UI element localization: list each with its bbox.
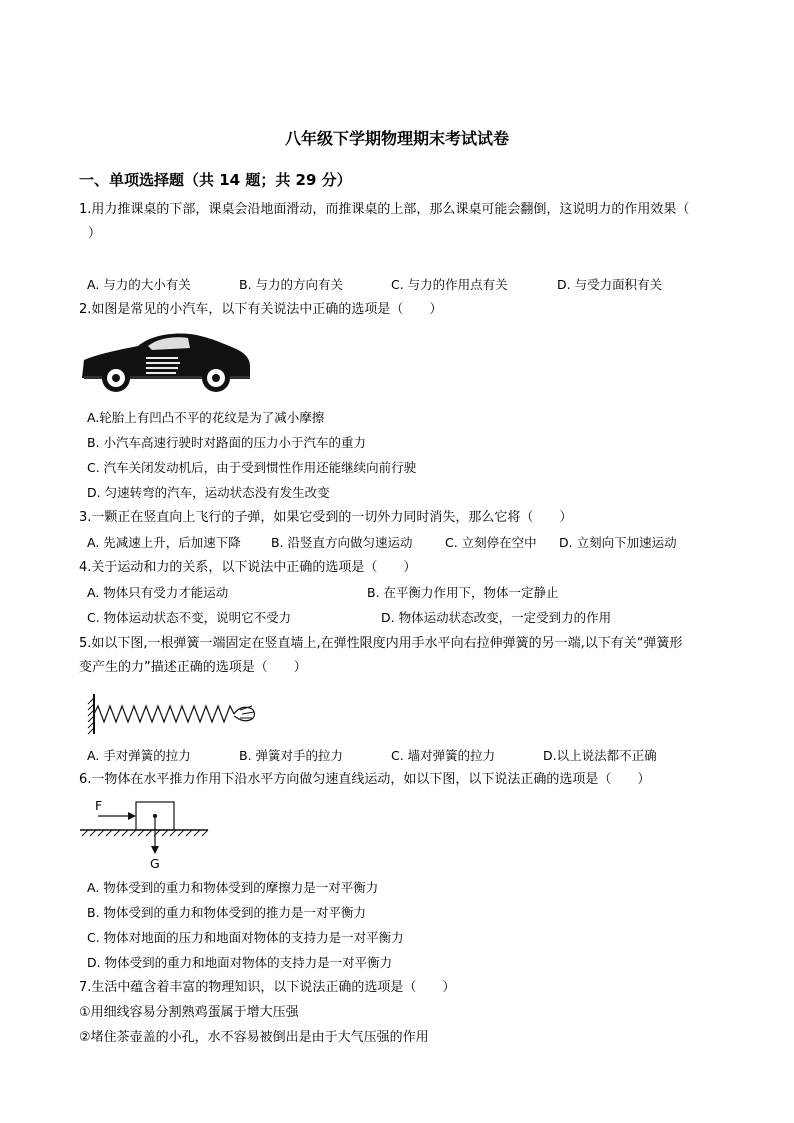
gravity-label: G — [150, 856, 160, 871]
question-stem: 2.如图是常见的小汽车，以下有关说法中正确的选项是（ ） — [79, 302, 443, 317]
option-a[interactable]: A. 物体受到的重力和物体受到的摩擦力是一对平衡力 — [87, 880, 379, 895]
option-b[interactable]: B. 物体受到的重力和物体受到的推力是一对平衡力 — [87, 905, 367, 920]
option-a[interactable]: A. 物体只有受力才能运动 — [87, 585, 229, 600]
option-c[interactable]: C. 立刻停在空中 — [445, 535, 537, 550]
option-c[interactable]: C. 物体对地面的压力和地面对物体的支持力是一对平衡力 — [87, 930, 404, 945]
section-heading: 一、单项选择题（共 14 题；共 29 分） — [79, 171, 352, 189]
question-stem: 1.用力推课桌的下部，课桌会沿地面滑动，而推课桌的上部，那么课桌可能会翻倒，这说明力的作用效果（ — [79, 202, 690, 217]
option-d[interactable]: D. 匀速转弯的汽车，运动状态没有发生改变 — [87, 485, 330, 500]
question-stem: 6.一物体在水平推力作用下沿水平方向做匀速直线运动，如以下图，以下说法正确的选项是（ ） — [79, 772, 651, 787]
option-a[interactable]: A. 先减速上升，后加速下降 — [87, 535, 241, 550]
statement-item: ②堵住茶壶盖的小孔，水不容易被倒出是由于大气压强的作用 — [79, 1030, 429, 1045]
option-a[interactable]: A.轮胎上有凹凸不平的花纹是为了减小摩擦 — [87, 410, 325, 425]
option-c[interactable]: C. 物体运动状态不变，说明它不受力 — [87, 610, 292, 625]
statement-item: ①用细线容易分割熟鸡蛋属于增大压强 — [79, 1005, 299, 1020]
option-b[interactable]: B. 弹簧对手的拉力 — [239, 748, 344, 763]
page-title: 八年级下学期物理期末考试试卷 — [284, 129, 509, 148]
question-stem: 5.如以下图,一根弹簧一端固定在竖直墙上,在弹性限度内用手水平向右拉伸弹簧的另一端,以下有关“弹簧形 — [79, 636, 683, 651]
question-stem-continued: 变产生的力”描述正确的选项是（ ） — [79, 660, 307, 675]
option-d[interactable]: D. 物体受到的重力和地面对物体的支持力是一对平衡力 — [87, 955, 393, 970]
option-a[interactable]: A. 手对弹簧的拉力 — [87, 748, 191, 763]
sports-car-icon — [78, 326, 254, 396]
option-c[interactable]: C. 墙对弹簧的拉力 — [391, 748, 496, 763]
option-b[interactable]: B. 沿竖直方向做匀速运动 — [271, 535, 413, 550]
option-b[interactable]: B. 与力的方向有关 — [239, 277, 344, 292]
option-d[interactable]: D. 立刻向下加速运动 — [559, 535, 677, 550]
option-c[interactable]: C. 汽车关闭发动机后，由于受到惯性作用还能继续向前行驶 — [87, 460, 417, 475]
wall-spring-hand-icon — [84, 692, 260, 736]
option-d[interactable]: D.以上说法都不正确 — [543, 748, 657, 763]
option-a[interactable]: A. 与力的大小有关 — [87, 277, 191, 292]
force-label: F — [95, 798, 103, 813]
question-stem: 3.一颗正在竖直向上飞行的子弹，如果它受到的一切外力同时消失，那么它将（ ） — [79, 510, 573, 525]
option-b[interactable]: B. 在平衡力作用下，物体一定静止 — [367, 585, 559, 600]
question-stem-continued: ） — [88, 226, 102, 241]
option-d[interactable]: D. 与受力面积有关 — [557, 277, 663, 292]
question-stem: 7.生活中蕴含着丰富的物理知识，以下说法正确的选项是（ ） — [79, 980, 456, 995]
option-d[interactable]: D. 物体运动状态改变，一定受到力的作用 — [381, 610, 612, 625]
option-b[interactable]: B. 小汽车高速行驶时对路面的压力小于汽车的重力 — [87, 435, 367, 450]
question-stem: 4.关于运动和力的关系，以下说法中正确的选项是（ ） — [79, 560, 417, 575]
option-c[interactable]: C. 与力的作用点有关 — [391, 277, 508, 292]
